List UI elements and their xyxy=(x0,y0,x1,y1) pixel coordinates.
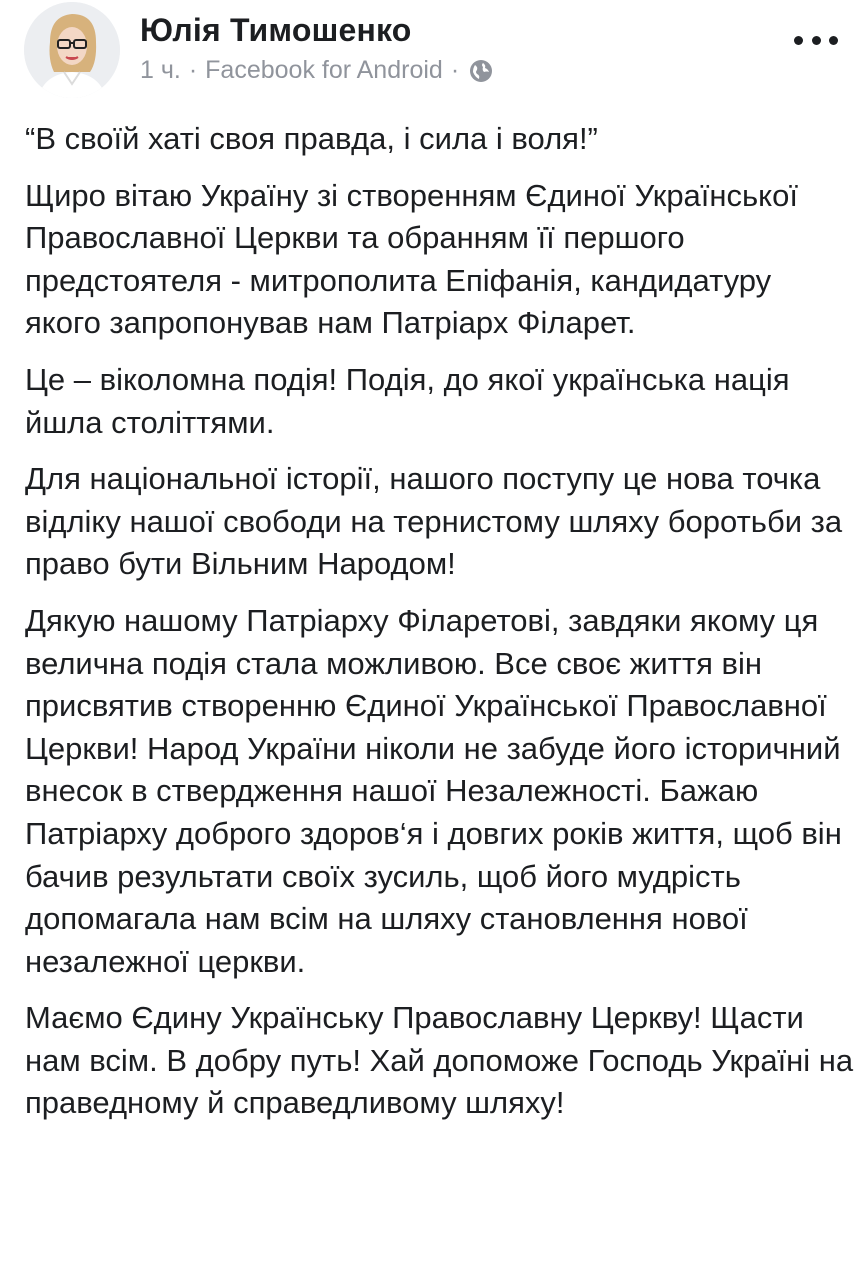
post-body xyxy=(25,118,855,1139)
meta-separator: · xyxy=(188,56,198,84)
post-paragraph: Це – віколомна подія! Подія, до якої українська нація йшла століттями. xyxy=(25,361,790,440)
meta-separator: · xyxy=(450,56,460,84)
post-source: Facebook for Android xyxy=(205,56,443,84)
post-header xyxy=(0,0,868,100)
avatar-portrait-icon xyxy=(24,2,120,98)
author-name[interactable]: Юлія Тимошенко xyxy=(140,12,412,48)
post-meta xyxy=(140,56,493,85)
more-dots-icon xyxy=(829,36,838,45)
more-dots-icon xyxy=(812,36,821,45)
more-dots-icon xyxy=(794,36,803,45)
post-paragraph: Дякую нашому Патріарху Філаретові, завдяки якому ця велична подія стала можливою. Все своє життя він присвятив створенню Єдиної Української Православної Церкви! Народ України ніколи не забуде його історичний внесок в ствердження нашої Незалежності. Бажаю Патріарху доброго здоров‘я і довгих років життя, щоб він бачив результати своїх зусиль, щоб його мудрість допомагала нам всім на шляху становлення нової незалежної церкви. xyxy=(25,602,842,979)
post-paragraph: “В своїй хаті своя правда, і сила і воля!” xyxy=(25,121,598,156)
post-paragraph: Маємо Єдину Українську Православну Церкву! Щасти нам всім. В добру путь! Хай допоможе Господь Україні на праведному й справедливому шляху! xyxy=(25,1000,854,1121)
post-paragraph: Щиро вітаю Україну зі створенням Єдиної Української Православної Церкви та обранням її першого предстоятеля - митрополита Епіфанія, кандидатуру якого запропонував нам Патріарх Філарет. xyxy=(25,177,798,341)
post-time[interactable]: 1 ч. xyxy=(140,56,181,84)
globe-icon xyxy=(469,59,493,83)
post-paragraph: Для національної історії, нашого поступу це нова точка відліку нашої свободи на тернистому шляху боротьби за право бути Вільним Народом! xyxy=(25,461,843,582)
more-options-button[interactable] xyxy=(794,28,838,52)
author-avatar[interactable] xyxy=(24,2,120,98)
